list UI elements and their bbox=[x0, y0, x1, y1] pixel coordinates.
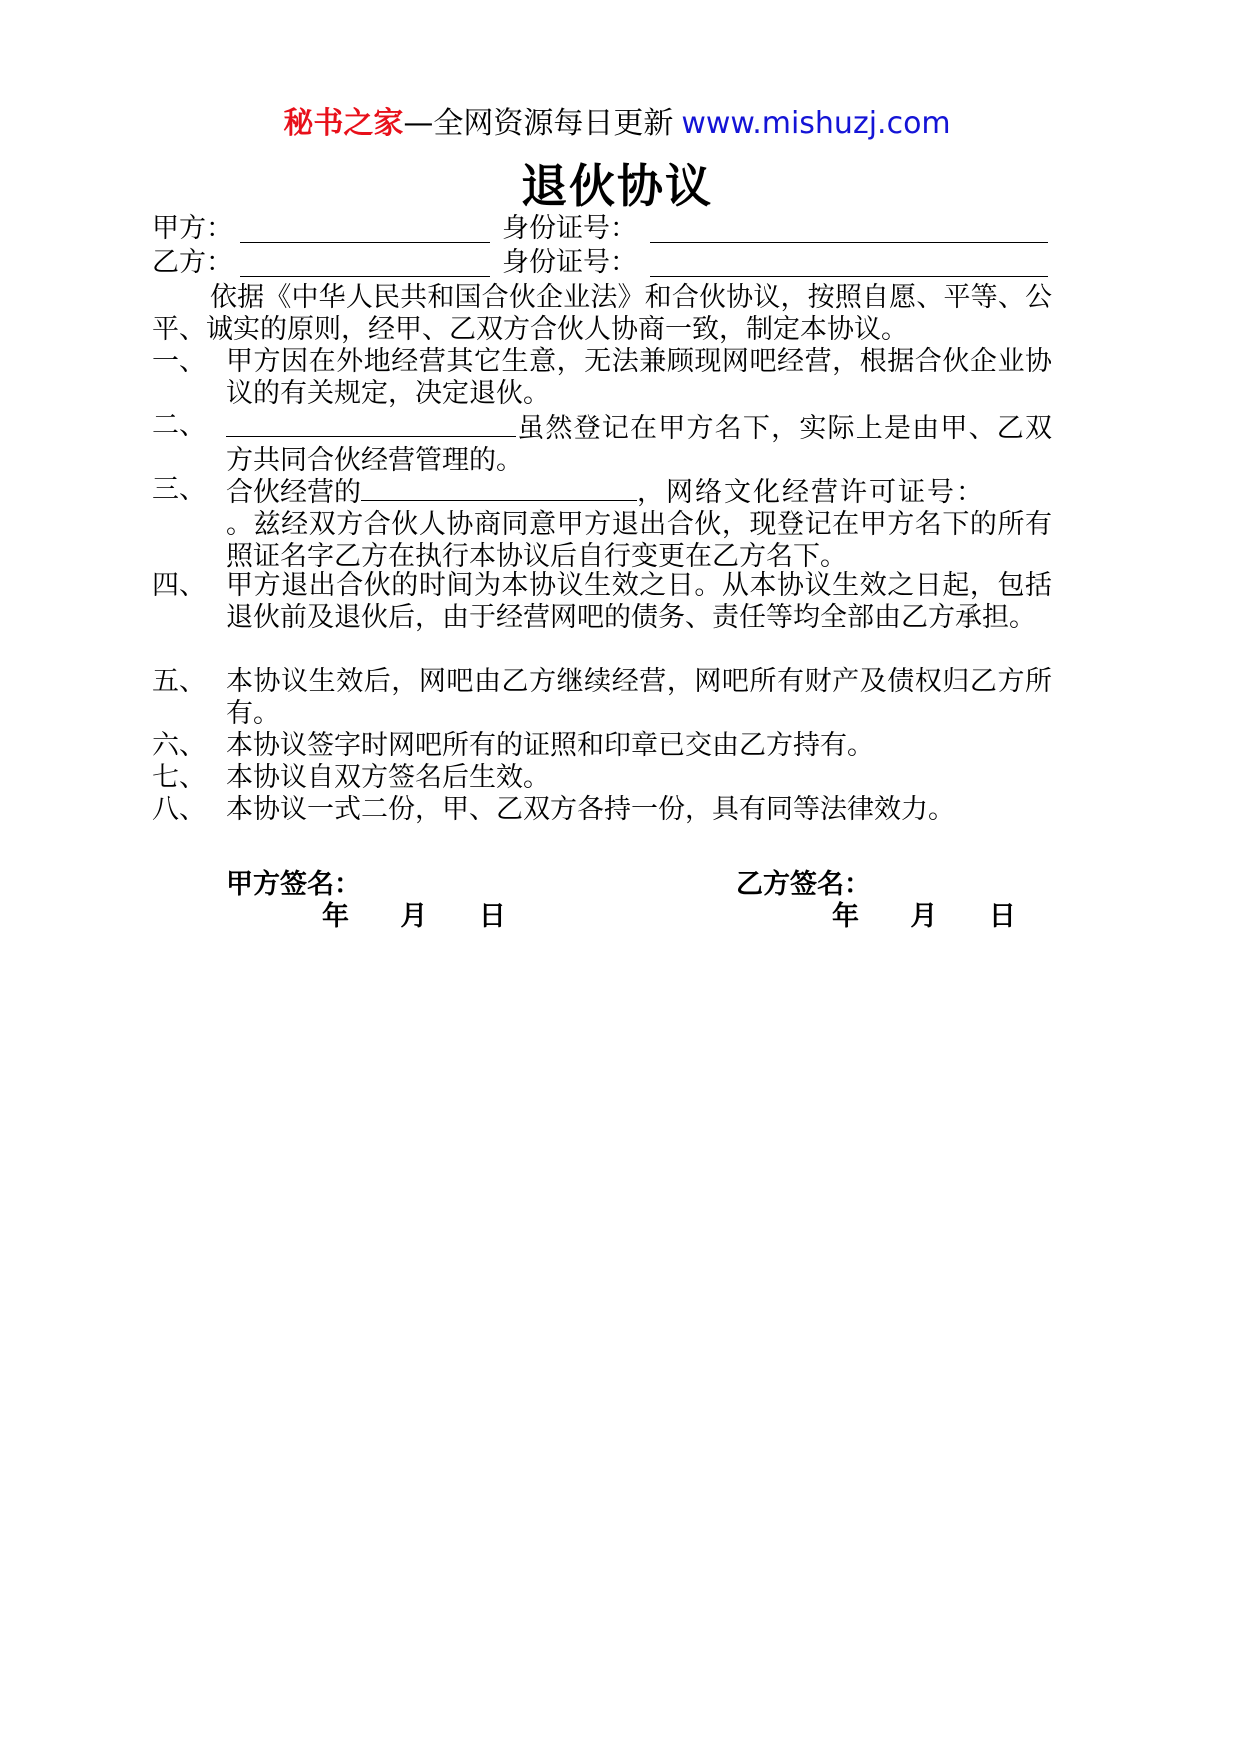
clause-number: 八、 bbox=[152, 794, 206, 825]
party-b-id-label: 身份证号： bbox=[502, 247, 637, 278]
clause-text: 甲方因在外地经营其它生意，无法兼顾现网吧经营，根据合伙企业协议的有关规定，决定退伙。 bbox=[226, 346, 1052, 409]
party-a-name-blank[interactable] bbox=[240, 216, 490, 243]
clause-7 bbox=[152, 762, 1052, 794]
clause-text: 本协议自双方签名后生效。 bbox=[226, 762, 550, 793]
party-a-date bbox=[322, 900, 506, 934]
clause-4 bbox=[152, 570, 1052, 634]
clause-number: 四、 bbox=[152, 570, 206, 601]
venue-name-blank[interactable] bbox=[226, 410, 516, 437]
clause-text: 本协议生效后，网吧由乙方继续经营，网吧所有财产及债权归乙方所有。 bbox=[226, 666, 1052, 729]
clause-text: 甲方退出合伙的时间为本协议生效之日。从本协议生效之日起，包括退伙前及退伙后，由于经营网吧的债务、责任等均全部由乙方承担。 bbox=[226, 570, 1052, 633]
party-b-date bbox=[832, 900, 1016, 934]
clause-text-wrap bbox=[226, 410, 1052, 477]
clause-8 bbox=[152, 794, 1052, 826]
month-label: 月 bbox=[400, 901, 428, 932]
day-label: 日 bbox=[988, 901, 1016, 932]
business-name-blank[interactable] bbox=[361, 474, 637, 501]
party-a-signature-label: 甲方签名： bbox=[226, 869, 361, 900]
party-b-label: 乙方： bbox=[152, 247, 233, 278]
party-a-id-blank[interactable] bbox=[650, 216, 1048, 243]
clause-number: 二、 bbox=[152, 410, 206, 441]
clause-number: 六、 bbox=[152, 730, 206, 761]
intro-paragraph: 依据《中华人民共和国合伙企业法》和合伙协议，按照自愿、平等、公平、诚实的原则，经甲、乙双方合伙人协商一致，制定本协议。 bbox=[152, 282, 1052, 345]
party-b-signature-label: 乙方签名： bbox=[736, 869, 871, 900]
month-label: 月 bbox=[910, 901, 938, 932]
clause-text-wrap bbox=[226, 474, 1052, 573]
party-a-id-label: 身份证号： bbox=[502, 213, 637, 244]
clause-3 bbox=[152, 474, 1052, 573]
clause-number: 一、 bbox=[152, 346, 206, 377]
party-b-name-blank[interactable] bbox=[240, 250, 490, 277]
clause-text-a: 合伙经营的 bbox=[226, 477, 361, 508]
party-a-label: 甲方： bbox=[152, 213, 233, 244]
banner-slogan: —全网资源每日更新 bbox=[403, 106, 674, 141]
party-b-id-blank[interactable] bbox=[650, 250, 1048, 277]
document-title: 退伙协议 bbox=[521, 159, 713, 213]
clause-text: 本协议一式二份，甲、乙双方各持一份，具有同等法律效力。 bbox=[226, 794, 955, 825]
clause-number: 五、 bbox=[152, 666, 206, 697]
clause-number: 七、 bbox=[152, 762, 206, 793]
year-label: 年 bbox=[322, 901, 349, 932]
brand-name: 秘书之家 bbox=[283, 106, 404, 141]
clause-text: 虽然登记在甲方名下，实际上是由甲、乙双方共同合伙经营管理的。 bbox=[226, 413, 1052, 476]
site-banner bbox=[0, 104, 1234, 144]
clause-6 bbox=[152, 730, 1052, 762]
clause-text-b: ，网络文化经营许可证号： bbox=[637, 477, 985, 508]
day-label: 日 bbox=[478, 901, 506, 932]
clause-number: 三、 bbox=[152, 474, 206, 505]
clause-5 bbox=[152, 666, 1052, 730]
clause-2 bbox=[152, 410, 1052, 477]
clause-text: 本协议签字时网吧所有的证照和印章已交由乙方持有。 bbox=[226, 730, 874, 761]
site-url[interactable]: www.mishuzj.com bbox=[681, 106, 951, 141]
year-label: 年 bbox=[832, 901, 859, 932]
clause-text-c: 。兹经双方合伙人协商同意甲方退出合伙，现登记在甲方名下的所有照证名字乙方在执行本协议后自行变更在乙方名下。 bbox=[226, 509, 1052, 572]
clause-1 bbox=[152, 346, 1052, 410]
